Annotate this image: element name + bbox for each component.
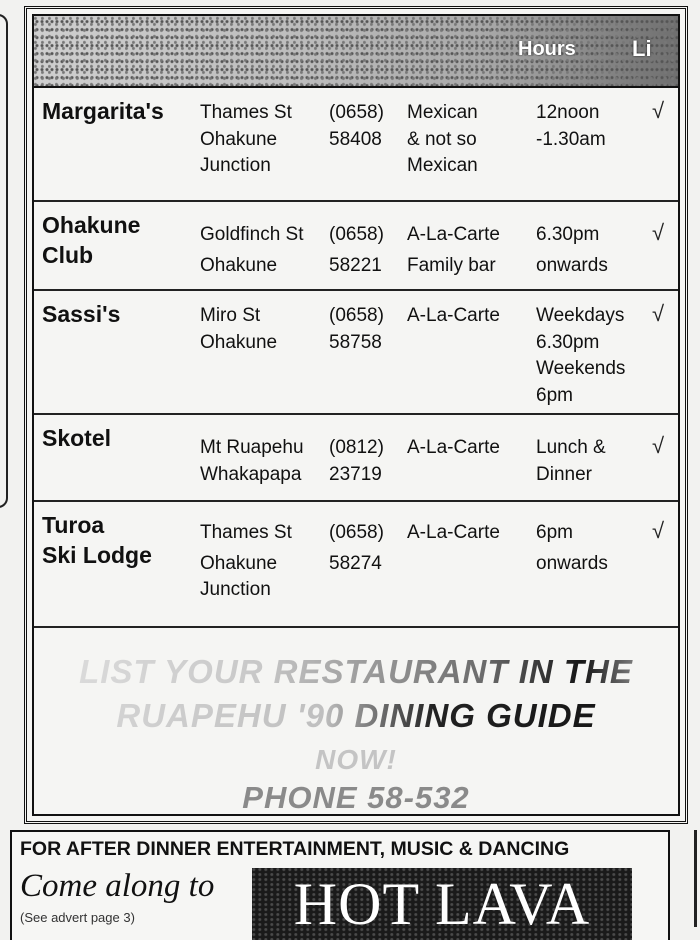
hot-lava-logo: HOT LAVA (252, 868, 632, 940)
restaurant-name: Turoa Ski Lodge (42, 512, 152, 568)
restaurant-phone: (0658) 58274 (329, 522, 384, 574)
see-advert-note: (See advert page 3) (20, 910, 135, 925)
restaurant-address: Miro St Ohakune (200, 305, 278, 353)
restaurant-address: Goldfinch St Ohakune (200, 224, 304, 276)
restaurant-type: A-La-Carte (407, 522, 500, 543)
restaurant-phone: (0658) 58221 (329, 224, 384, 276)
restaurant-address: Thames St Ohakune Junction (200, 102, 292, 176)
restaurant-type: A-La-Carte Family bar (407, 224, 500, 276)
table-header-band (34, 16, 678, 88)
restaurant-type: A-La-Carte (407, 437, 500, 458)
restaurant-address: Mt Ruapehu Whakapapa (200, 437, 304, 485)
restaurant-type: Mexican & not so Mexican (407, 102, 478, 176)
header-cut-label: Li (632, 36, 652, 61)
dining-guide-table (24, 6, 688, 824)
promo-line-guide: RUAPEHU '90 DINING GUIDE (34, 696, 678, 736)
restaurant-hours: Weekdays 6.30pm Weekends 6pm (536, 305, 626, 406)
header-hours-label: Hours (518, 38, 576, 60)
restaurant-phone: (0812) 23719 (329, 437, 384, 485)
restaurant-name: Ohakune Club (42, 212, 141, 268)
restaurant-phone: (0658) 58758 (329, 305, 384, 353)
restaurant-hours: 6pm onwards (536, 522, 608, 574)
check-mark-icon: √ (652, 98, 665, 123)
restaurant-row-skotel (34, 415, 678, 502)
adjacent-panel-edge (0, 14, 8, 508)
promo-line-phone: PHONE 58-532 (242, 780, 470, 815)
check-mark-icon: √ (652, 433, 665, 458)
check-mark-icon: √ (652, 301, 665, 326)
restaurant-type: A-La-Carte (407, 305, 500, 326)
after-dinner-title: FOR AFTER DINNER ENTERTAINMENT, MUSIC & DANCING (20, 838, 570, 860)
come-along-text: Come along to (20, 868, 215, 904)
dining-guide-inner-border (32, 14, 680, 816)
check-mark-icon: √ (652, 220, 665, 245)
after-dinner-ad (10, 830, 670, 940)
restaurant-hours: Lunch & Dinner (536, 437, 606, 485)
restaurant-row-turoa-ski-lodge (34, 502, 678, 628)
promo-line-list: LIST YOUR RESTAURANT IN THE (34, 652, 678, 692)
promo-line-now: NOW! (315, 744, 397, 775)
restaurant-name: Skotel (42, 425, 112, 451)
restaurant-row-ohakune-club (34, 202, 678, 291)
page-edge-rule (694, 830, 697, 927)
restaurant-name: Margarita's (42, 98, 164, 124)
check-mark-icon: √ (652, 518, 665, 543)
restaurant-hours: 12noon -1.30am (536, 102, 606, 150)
listing-promo (34, 628, 678, 823)
restaurant-phone: (0658) 58408 (329, 102, 384, 150)
restaurant-name: Sassi's (42, 301, 121, 327)
restaurant-row-sassis (34, 291, 678, 415)
restaurant-row-margaritas (34, 88, 678, 202)
restaurant-address: Thames St Ohakune Junction (200, 522, 292, 600)
restaurant-hours: 6.30pm onwards (536, 224, 608, 276)
